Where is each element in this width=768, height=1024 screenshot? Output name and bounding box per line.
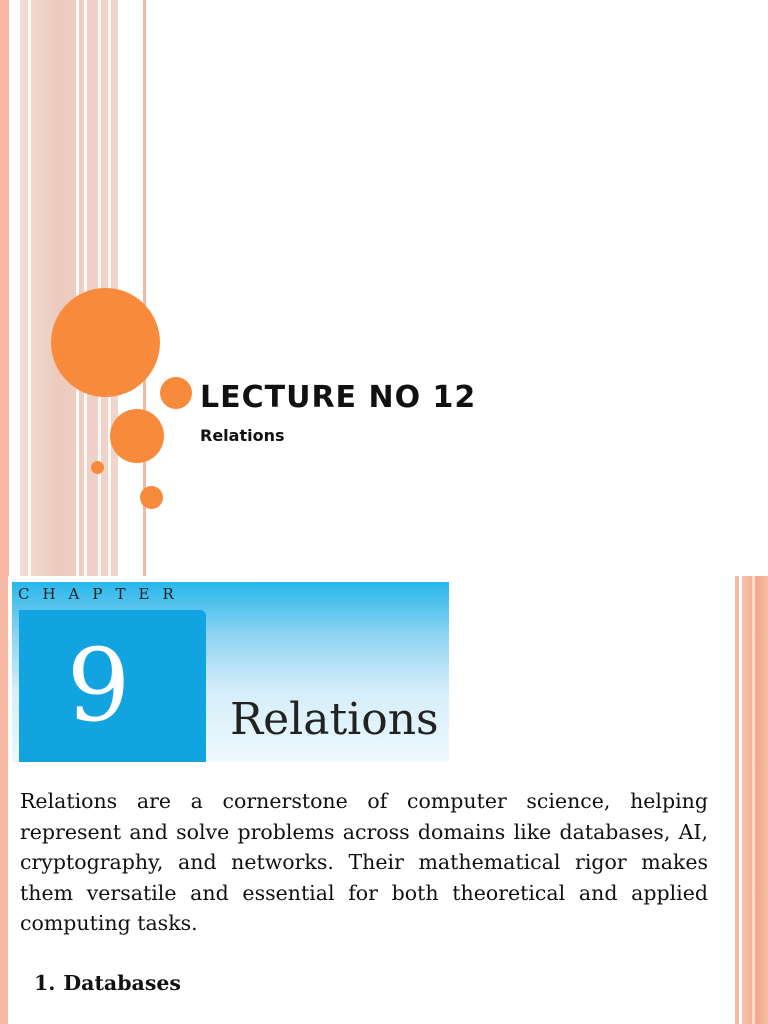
- list-item-label: Databases: [63, 971, 181, 995]
- medium-circle-decoration: [110, 409, 164, 463]
- small-circle-decoration: [160, 377, 192, 409]
- left-edge-stripe: [0, 0, 9, 576]
- list-item: [34, 971, 181, 995]
- chapter-title: Relations: [230, 694, 439, 745]
- right-stripe: [752, 576, 755, 1024]
- band-line: [84, 0, 87, 576]
- small-circle-decoration: [140, 486, 163, 509]
- band-line: [28, 0, 31, 576]
- band-line: [76, 0, 79, 576]
- list-item-number: 1.: [34, 971, 56, 995]
- slide-subtitle: Relations: [200, 426, 285, 445]
- slide-title: LECTURE NO 12: [200, 380, 477, 415]
- large-circle-decoration: [51, 288, 160, 397]
- chapter-label: CHAPTER: [18, 585, 187, 603]
- content-slide: [0, 576, 768, 1024]
- tiny-circle-decoration: [91, 461, 104, 474]
- intro-paragraph: Relations are a cornerstone of computer science, helping represent and solve problems across domains like databases, AI, cryptography, and networks. Their mathematical rigor makes them versatile and essential for both theoretical and applied computing tasks.: [20, 789, 708, 935]
- chapter-banner: [12, 582, 449, 762]
- right-stripe: [742, 576, 768, 1024]
- right-stripe: [735, 576, 739, 1024]
- chapter-number: 9: [66, 627, 131, 744]
- chapter-number-box: [19, 610, 206, 762]
